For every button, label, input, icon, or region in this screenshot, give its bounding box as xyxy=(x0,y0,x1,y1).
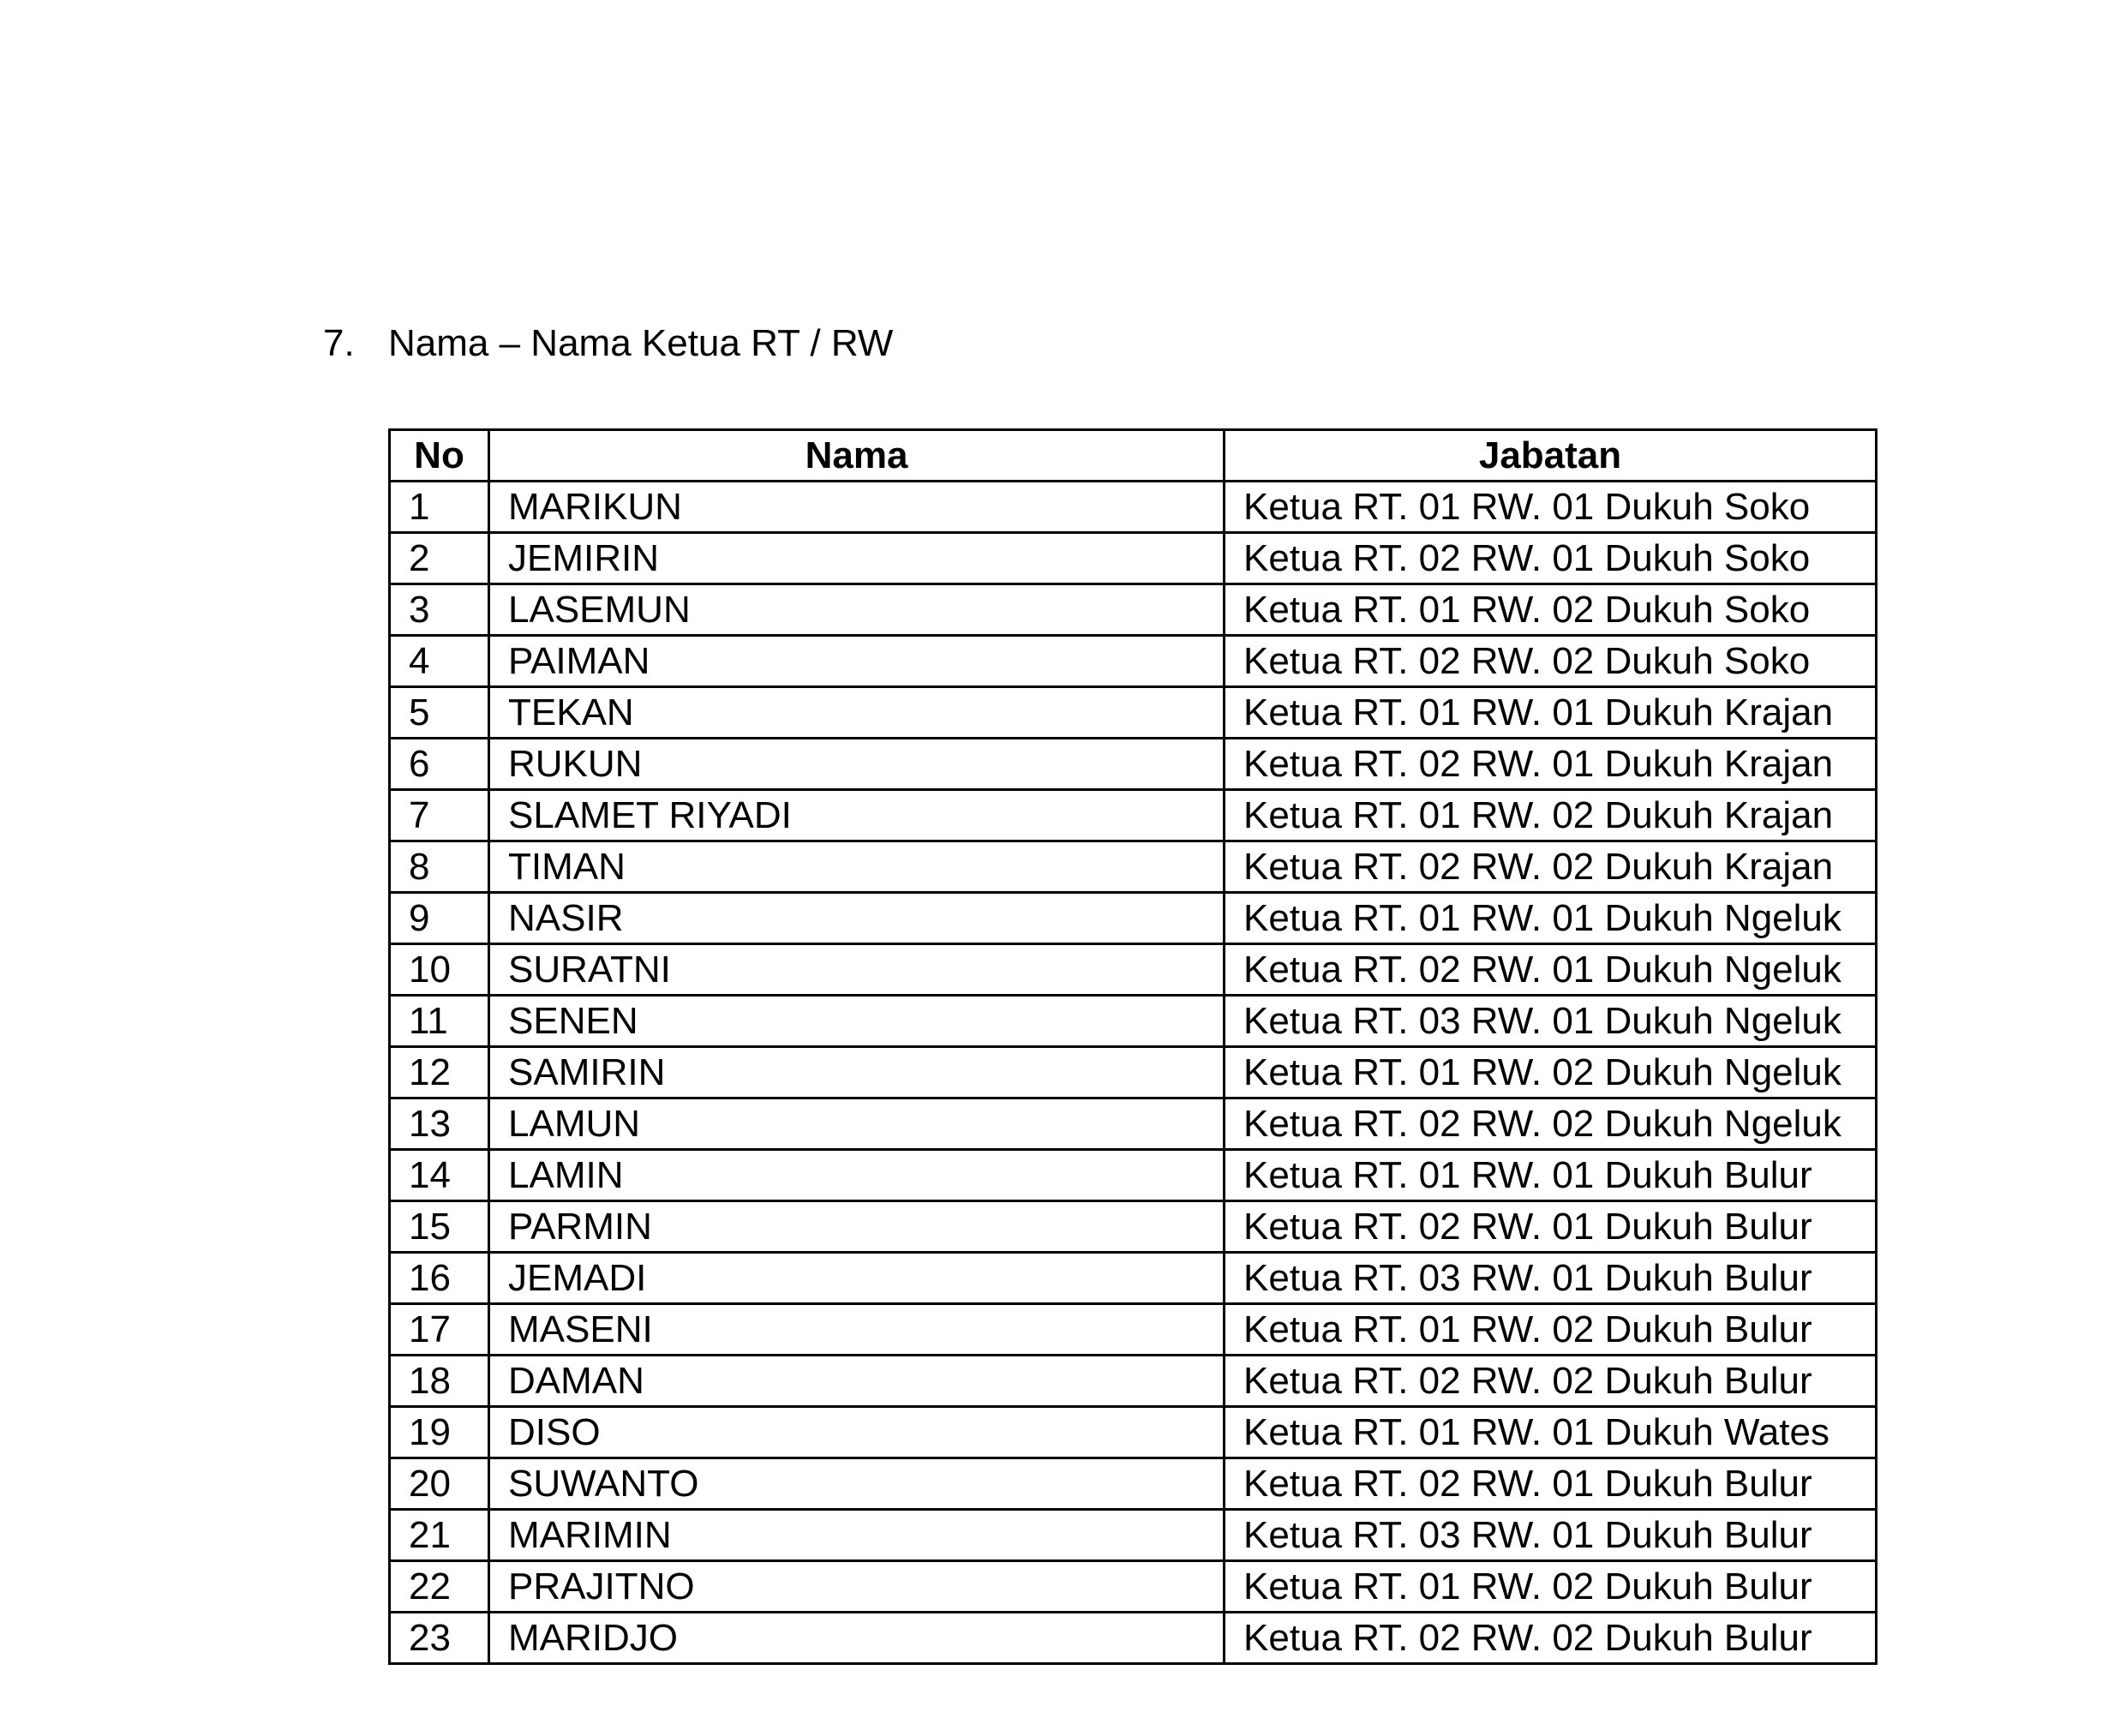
cell-no: 19 xyxy=(390,1407,489,1458)
cell-no: 5 xyxy=(390,687,489,739)
table-row xyxy=(390,482,1877,533)
cell-nama: NASIR xyxy=(489,893,1225,944)
cell-nama: MARIKUN xyxy=(489,482,1225,533)
cell-no: 20 xyxy=(390,1458,489,1510)
cell-jabatan: Ketua RT. 03 RW. 01 Dukuh Bulur xyxy=(1225,1510,1877,1561)
cell-nama: SURATNI xyxy=(489,944,1225,996)
cell-nama: SUWANTO xyxy=(489,1458,1225,1510)
cell-no: 14 xyxy=(390,1150,489,1201)
rt-rw-table xyxy=(388,428,1877,1665)
table-row xyxy=(390,893,1877,944)
cell-jabatan: Ketua RT. 01 RW. 02 Dukuh Soko xyxy=(1225,584,1877,636)
cell-nama: SAMIRIN xyxy=(489,1047,1225,1098)
cell-jabatan: Ketua RT. 02 RW. 02 Dukuh Krajan xyxy=(1225,841,1877,893)
table-row xyxy=(390,584,1877,636)
cell-jabatan: Ketua RT. 01 RW. 01 Dukuh Ngeluk xyxy=(1225,893,1877,944)
table-body xyxy=(390,482,1877,1664)
table-header-row xyxy=(390,430,1877,482)
table-row xyxy=(390,1253,1877,1304)
cell-nama: MARIMIN xyxy=(489,1510,1225,1561)
cell-no: 9 xyxy=(390,893,489,944)
cell-no: 7 xyxy=(390,790,489,841)
cell-nama: MASENI xyxy=(489,1304,1225,1356)
cell-no: 11 xyxy=(390,996,489,1047)
table-row xyxy=(390,1098,1877,1150)
table-row xyxy=(390,841,1877,893)
cell-jabatan: Ketua RT. 02 RW. 01 Dukuh Bulur xyxy=(1225,1201,1877,1253)
table-row xyxy=(390,996,1877,1047)
table-row xyxy=(390,1150,1877,1201)
cell-nama: LAMIN xyxy=(489,1150,1225,1201)
cell-nama: SENEN xyxy=(489,996,1225,1047)
cell-no: 3 xyxy=(390,584,489,636)
table-row xyxy=(390,790,1877,841)
table-row xyxy=(390,1458,1877,1510)
table-row xyxy=(390,636,1877,687)
cell-no: 12 xyxy=(390,1047,489,1098)
cell-no: 13 xyxy=(390,1098,489,1150)
table-row xyxy=(390,533,1877,584)
header-nama: Nama xyxy=(489,430,1225,482)
cell-no: 22 xyxy=(390,1561,489,1613)
header-jabatan: Jabatan xyxy=(1225,430,1877,482)
table-row xyxy=(390,1047,1877,1098)
cell-nama: RUKUN xyxy=(489,739,1225,790)
table-row xyxy=(390,1304,1877,1356)
cell-no: 16 xyxy=(390,1253,489,1304)
cell-no: 18 xyxy=(390,1356,489,1407)
cell-nama: PAIMAN xyxy=(489,636,1225,687)
cell-nama: LASEMUN xyxy=(489,584,1225,636)
header-no: No xyxy=(390,430,489,482)
cell-jabatan: Ketua RT. 01 RW. 01 Dukuh Bulur xyxy=(1225,1150,1877,1201)
cell-jabatan: Ketua RT. 02 RW. 02 Dukuh Bulur xyxy=(1225,1613,1877,1664)
cell-jabatan: Ketua RT. 01 RW. 01 Dukuh Wates xyxy=(1225,1407,1877,1458)
table-row xyxy=(390,1561,1877,1613)
section-title: Nama – Nama Ketua RT / RW xyxy=(388,322,894,364)
table-row xyxy=(390,1356,1877,1407)
cell-jabatan: Ketua RT. 01 RW. 02 Dukuh Krajan xyxy=(1225,790,1877,841)
table-row xyxy=(390,944,1877,996)
cell-jabatan: Ketua RT. 02 RW. 01 Dukuh Ngeluk xyxy=(1225,944,1877,996)
table-row xyxy=(390,1407,1877,1458)
cell-nama: PRAJITNO xyxy=(489,1561,1225,1613)
cell-jabatan: Ketua RT. 02 RW. 01 Dukuh Bulur xyxy=(1225,1458,1877,1510)
cell-nama: PARMIN xyxy=(489,1201,1225,1253)
cell-no: 2 xyxy=(390,533,489,584)
cell-jabatan: Ketua RT. 01 RW. 01 Dukuh Krajan xyxy=(1225,687,1877,739)
cell-jabatan: Ketua RT. 01 RW. 02 Dukuh Ngeluk xyxy=(1225,1047,1877,1098)
cell-jabatan: Ketua RT. 02 RW. 02 Dukuh Soko xyxy=(1225,636,1877,687)
cell-jabatan: Ketua RT. 02 RW. 01 Dukuh Krajan xyxy=(1225,739,1877,790)
section-heading xyxy=(323,315,893,372)
cell-nama: TEKAN xyxy=(489,687,1225,739)
table-row xyxy=(390,1510,1877,1561)
cell-no: 6 xyxy=(390,739,489,790)
cell-nama: TIMAN xyxy=(489,841,1225,893)
cell-no: 4 xyxy=(390,636,489,687)
cell-no: 1 xyxy=(390,482,489,533)
cell-nama: JEMADI xyxy=(489,1253,1225,1304)
cell-nama: LAMUN xyxy=(489,1098,1225,1150)
table-row xyxy=(390,1613,1877,1664)
cell-no: 21 xyxy=(390,1510,489,1561)
cell-no: 8 xyxy=(390,841,489,893)
cell-jabatan: Ketua RT. 02 RW. 02 Dukuh Bulur xyxy=(1225,1356,1877,1407)
cell-jabatan: Ketua RT. 03 RW. 01 Dukuh Ngeluk xyxy=(1225,996,1877,1047)
cell-jabatan: Ketua RT. 03 RW. 01 Dukuh Bulur xyxy=(1225,1253,1877,1304)
table-row xyxy=(390,687,1877,739)
cell-nama: JEMIRIN xyxy=(489,533,1225,584)
cell-no: 15 xyxy=(390,1201,489,1253)
cell-no: 17 xyxy=(390,1304,489,1356)
cell-nama: MARIDJO xyxy=(489,1613,1225,1664)
cell-jabatan: Ketua RT. 02 RW. 02 Dukuh Ngeluk xyxy=(1225,1098,1877,1150)
section-number: 7. xyxy=(323,322,355,364)
table-row xyxy=(390,739,1877,790)
cell-no: 10 xyxy=(390,944,489,996)
cell-nama: DAMAN xyxy=(489,1356,1225,1407)
cell-jabatan: Ketua RT. 01 RW. 02 Dukuh Bulur xyxy=(1225,1304,1877,1356)
cell-jabatan: Ketua RT. 01 RW. 01 Dukuh Soko xyxy=(1225,482,1877,533)
cell-jabatan: Ketua RT. 02 RW. 01 Dukuh Soko xyxy=(1225,533,1877,584)
cell-nama: DISO xyxy=(489,1407,1225,1458)
cell-nama: SLAMET RIYADI xyxy=(489,790,1225,841)
table-row xyxy=(390,1201,1877,1253)
cell-jabatan: Ketua RT. 01 RW. 02 Dukuh Bulur xyxy=(1225,1561,1877,1613)
cell-no: 23 xyxy=(390,1613,489,1664)
